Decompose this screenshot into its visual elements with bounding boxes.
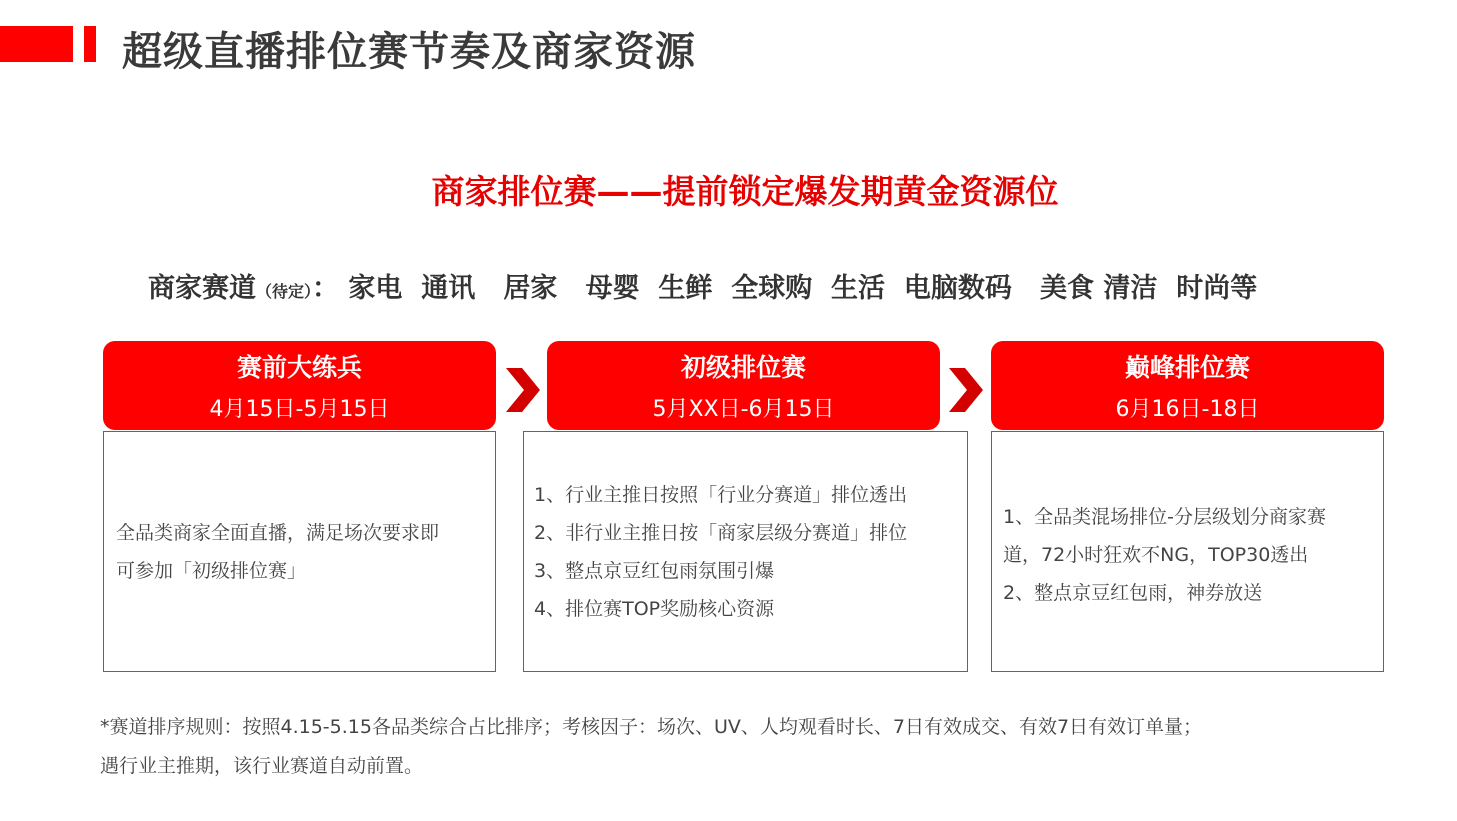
stage-line: 4、排位赛TOP奖励核心资源 <box>534 597 775 620</box>
stage-name: 赛前大练兵 <box>236 353 362 382</box>
stage-header-peak <box>991 341 1384 430</box>
footnote <box>100 708 1202 786</box>
footnote-line: *赛道排序规则：按照4.15-5.15各品类综合占比排序；考核因子：场次、UV、人均观看时长、7日有效成交、有效7日有效订单量； <box>100 716 1203 738</box>
stage-line: 2、整点京豆红包雨，神券放送 <box>1003 582 1263 604</box>
stage-name: 巅峰排位赛 <box>1124 353 1250 382</box>
section-subtitle: 商家排位赛——提前锁定爆发期黄金资源位 <box>431 172 1059 211</box>
stage-name: 初级排位赛 <box>680 353 806 382</box>
stage-header-primary <box>547 341 940 430</box>
stage-date: 6月16日-18日 <box>1115 397 1260 422</box>
stage-box-primary <box>523 431 968 672</box>
chevron-right-icon <box>504 365 542 415</box>
tracks-label: 商家赛道 <box>148 273 256 304</box>
stage-line: 全品类商家全面直播，满足场次要求即 <box>116 521 440 544</box>
stage-header-warmup <box>103 341 496 430</box>
stage-date: 4月15日-5月15日 <box>209 397 390 422</box>
stage-box-peak <box>991 431 1384 672</box>
stage-line: 可参加「初级排位赛」 <box>116 559 307 582</box>
stage-line: 1、行业主推日按照「行业分赛道」排位透出 <box>534 483 908 506</box>
stage-box-warmup <box>103 431 496 672</box>
tracks-note: （待定） <box>256 282 313 301</box>
title-accent-bar-small <box>84 26 96 62</box>
tracks-items: 家电 通讯 居家 母婴 生鲜 全球购 生活 电脑数码 美食 清洁 时尚等 <box>348 273 1258 304</box>
stage-line: 3、整点京豆红包雨氛围引爆 <box>534 559 775 582</box>
chevron-right-icon <box>947 365 985 415</box>
merchant-tracks <box>148 266 1257 305</box>
title-accent-bar <box>0 26 73 62</box>
stage-line: 道，72小时狂欢不NG，TOP30透出 <box>1003 544 1309 566</box>
page-title: 超级直播排位赛节奏及商家资源 <box>122 29 696 75</box>
footnote-line: 遇行业主推期，该行业赛道自动前置。 <box>100 755 424 777</box>
stage-line: 1、全品类混场排位-分层级划分商家赛 <box>1003 506 1326 528</box>
tracks-colon: ： <box>312 273 340 304</box>
stage-date: 5月XX日-6月15日 <box>652 397 835 422</box>
stage-line: 2、非行业主推日按「商家层级分赛道」排位 <box>534 521 908 544</box>
